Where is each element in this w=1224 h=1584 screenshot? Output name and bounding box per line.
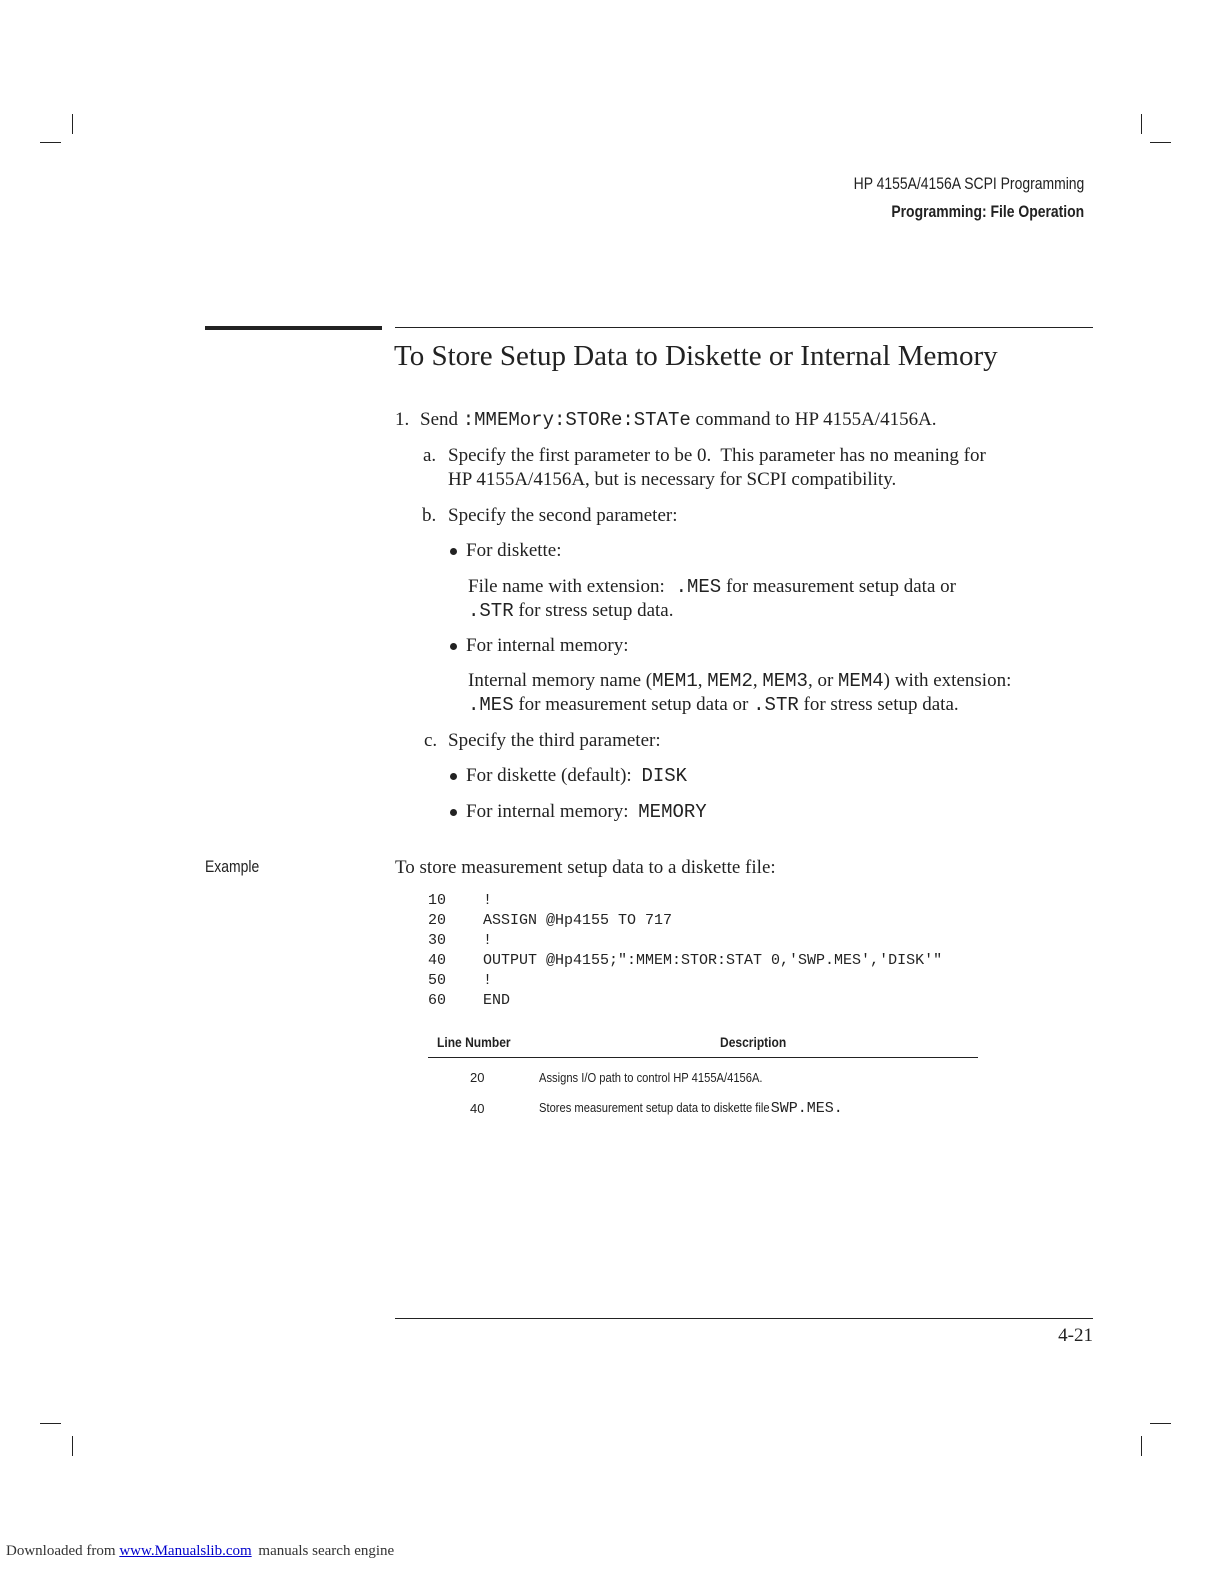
table-row-2-number: 40 [470, 1101, 485, 1116]
diskette-desc-line2 [468, 599, 674, 623]
substep-b-label: b. [422, 505, 437, 526]
table-row-desc-text: Stores measurement setup data to diskette file [539, 1100, 770, 1115]
diskette-desc-post: for measurement setup data or [725, 576, 956, 597]
internal-desc-post: ) with extension: [883, 670, 1012, 691]
running-header-title: HP 4155A/4156A SCPI Programming [853, 174, 1084, 193]
code-line-text: ASSIGN @Hp4155 TO 717 [483, 912, 673, 929]
bullet-icon [450, 643, 457, 650]
disk-param-value: DISK [641, 765, 688, 787]
bullet-icon [450, 809, 457, 816]
crop-mark-bottom-left-v [72, 1436, 73, 1456]
section-rule-thick [205, 326, 382, 330]
crop-mark-top-right-v [1141, 114, 1142, 134]
memory-param-value: MEMORY [638, 801, 707, 823]
page-number: 4-21 [1058, 1325, 1093, 1346]
code-line-number: 40 [428, 952, 447, 969]
disk-default-label: For diskette (default): [466, 765, 632, 786]
crop-mark-top-right-h [1150, 142, 1171, 143]
code-line-text: ! [483, 972, 493, 989]
bullet-memory [450, 800, 707, 824]
separator: , [752, 670, 758, 691]
download-footer [6, 1543, 394, 1560]
substep-c-text: Specify the third parameter: [448, 730, 661, 751]
manualslib-link[interactable]: www.Manualslib.com [119, 1543, 252, 1559]
table-row-1-number: 20 [470, 1070, 485, 1085]
section-title: To Store Setup Data to Diskette or Internal Memory [394, 340, 998, 372]
bullet-icon [450, 773, 457, 780]
memory-label: For internal memory: [466, 801, 629, 822]
code-line-text: ! [483, 892, 493, 909]
code-line-text: ! [483, 932, 493, 949]
separator: , or [807, 670, 834, 691]
bullet-internal-label: For internal memory: [466, 635, 629, 656]
example-intro: To store measurement setup data to a diskette file: [395, 857, 776, 878]
footer-rule [395, 1318, 1093, 1319]
table-row-2-desc [539, 1100, 843, 1117]
bullet-diskette-label: For diskette: [466, 540, 562, 561]
substep-a-line1: Specify the first parameter to be 0. This parameter has no meaning for [448, 445, 986, 466]
substep-a-label: a. [423, 445, 437, 466]
step-1-text-pre: Send [420, 409, 458, 430]
table-header-rule [428, 1057, 978, 1058]
separator: , [697, 670, 703, 691]
code-line-number: 10 [428, 892, 447, 909]
internal-desc-mid: for measurement setup data or [518, 694, 749, 715]
diskette-desc-tail: for stress setup data. [518, 600, 674, 621]
code-line-number: 50 [428, 972, 447, 989]
code-line-number: 20 [428, 912, 447, 929]
bullet-disk-default [450, 764, 687, 788]
code-listing [428, 890, 1028, 1015]
substep-c-label: c. [424, 730, 438, 751]
table-row-1-desc [539, 1070, 763, 1085]
internal-ext-str: .STR [753, 694, 799, 716]
diskette-desc-pre: File name with extension: [468, 576, 665, 597]
step-1 [395, 408, 937, 432]
bullet-diskette [450, 539, 562, 563]
code-line-text: END [483, 992, 511, 1009]
table-row-desc-text: Assigns I/O path to control HP 4155A/4156A. [539, 1070, 763, 1085]
running-header-section: Programming: File Operation [891, 202, 1084, 221]
code-line-number: 60 [428, 992, 447, 1009]
step-1-number: 1. [395, 409, 410, 430]
mem2-name: MEM2 [707, 670, 753, 692]
crop-mark-bottom-right-h [1150, 1423, 1171, 1424]
mem1-name: MEM1 [652, 670, 698, 692]
mem4-name: MEM4 [838, 670, 884, 692]
internal-desc-line1 [468, 669, 1011, 693]
diskette-ext-str: .STR [468, 600, 514, 622]
internal-desc-line2 [468, 693, 959, 717]
substep-a-line2: HP 4155A/4156A, but is necessary for SCPI compatibility. [448, 469, 897, 490]
step-1-text-post: command to HP 4155A/4156A. [695, 409, 937, 430]
step-1-command: :MMEMory:STORe:STATe [462, 409, 691, 431]
internal-ext-mes: .MES [468, 694, 514, 716]
crop-mark-top-left-h [40, 142, 61, 143]
description-table [428, 1032, 978, 1127]
code-line-number: 30 [428, 932, 447, 949]
crop-mark-top-left-v [72, 114, 73, 134]
table-header-description: Description [720, 1034, 787, 1050]
internal-desc-tail: for stress setup data. [803, 694, 959, 715]
substep-b-text: Specify the second parameter: [448, 505, 678, 526]
crop-mark-bottom-right-v [1141, 1436, 1142, 1456]
table-row-desc-filename: SWP.MES. [770, 1100, 843, 1117]
example-margin-label: Example [205, 857, 260, 876]
table-header-line-number: Line Number [437, 1034, 511, 1050]
code-line-text: OUTPUT @Hp4155;":MMEM:STOR:STAT 0,'SWP.MES','DISK'" [483, 952, 943, 969]
bullet-internal [450, 634, 629, 658]
footer-suffix: manuals search engine [258, 1543, 395, 1559]
diskette-ext-mes: .MES [675, 576, 722, 598]
footer-prefix: Downloaded from [6, 1543, 116, 1559]
crop-mark-bottom-left-h [40, 1423, 61, 1424]
mem3-name: MEM3 [762, 670, 808, 692]
bullet-icon [450, 548, 457, 555]
section-rule-thin [395, 327, 1093, 328]
internal-desc-pre: Internal memory name ( [468, 670, 653, 691]
diskette-desc-line1 [468, 575, 956, 599]
